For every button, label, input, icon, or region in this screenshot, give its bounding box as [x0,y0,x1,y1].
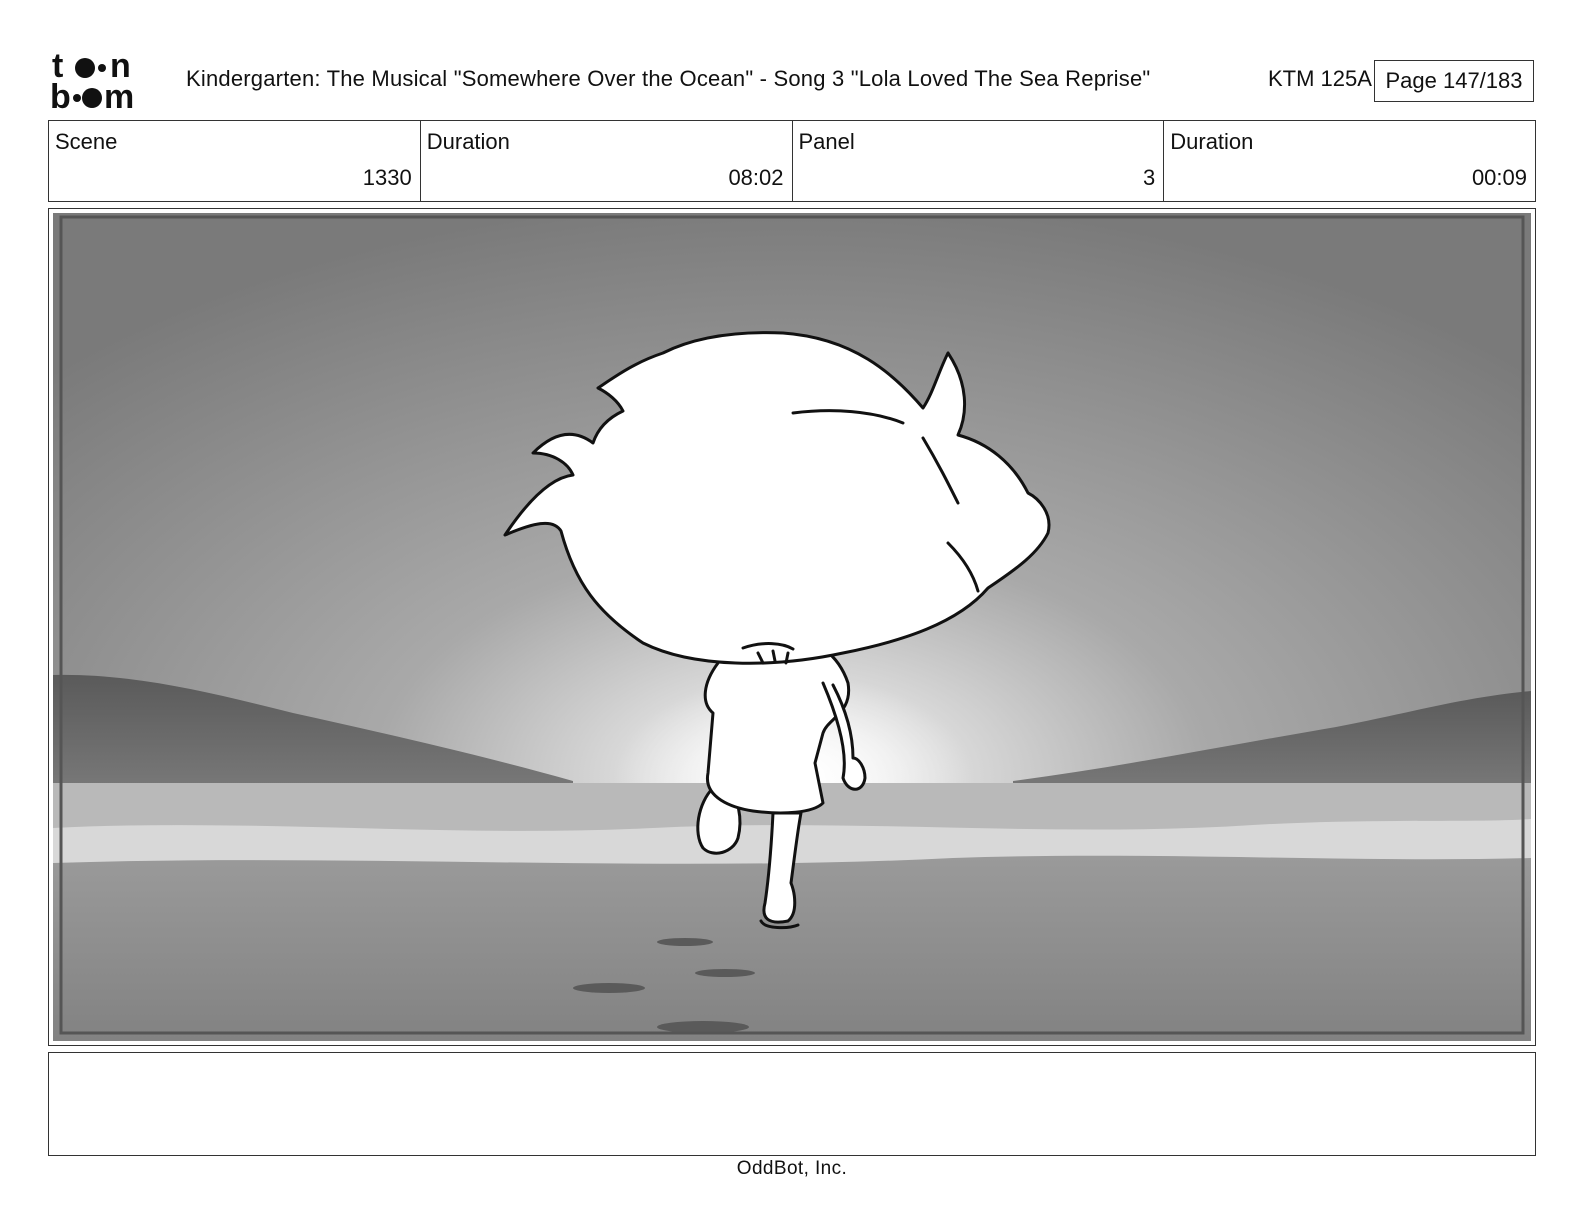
scene-info-table [48,120,1536,202]
page-indicator [1374,60,1534,102]
panel-drawing [53,213,1531,1041]
panel-duration-value: 00:09 [1471,165,1527,190]
panel-value: 3 [1143,165,1156,190]
panel-notes [48,1052,1536,1156]
page-number: Page 147/183 [1385,68,1523,93]
scene-duration-value: 08:02 [728,165,784,190]
panel-duration-label: Duration [1170,129,1254,154]
footprint [573,983,645,993]
episode-code: KTM 125A [1268,66,1372,91]
panel-duration-cell [1164,121,1535,201]
panel-label: Panel [798,129,855,154]
toonboom-logo [50,50,162,112]
scene-label: Scene [55,129,118,154]
scene-value: 1330 [362,165,412,190]
svg-text:n: n [110,50,131,85]
panel-cell [793,121,1165,201]
footprint [657,1021,749,1033]
svg-text:b: b [50,78,71,112]
scene-cell [49,121,421,201]
storyboard-title: Kindergarten: The Musical "Somewhere Over the Ocean" - Song 3 "Lola Loved The Sea Reprise" [186,66,1151,91]
scene-duration-label: Duration [426,129,510,154]
storyboard-panel [48,208,1536,1046]
footprint [657,938,713,946]
svg-text:t: t [52,50,64,85]
footer-studio: OddBot, Inc. [736,1158,848,1179]
svg-text:m: m [104,78,135,112]
footprint [695,969,755,977]
scene-duration-cell [421,121,793,201]
